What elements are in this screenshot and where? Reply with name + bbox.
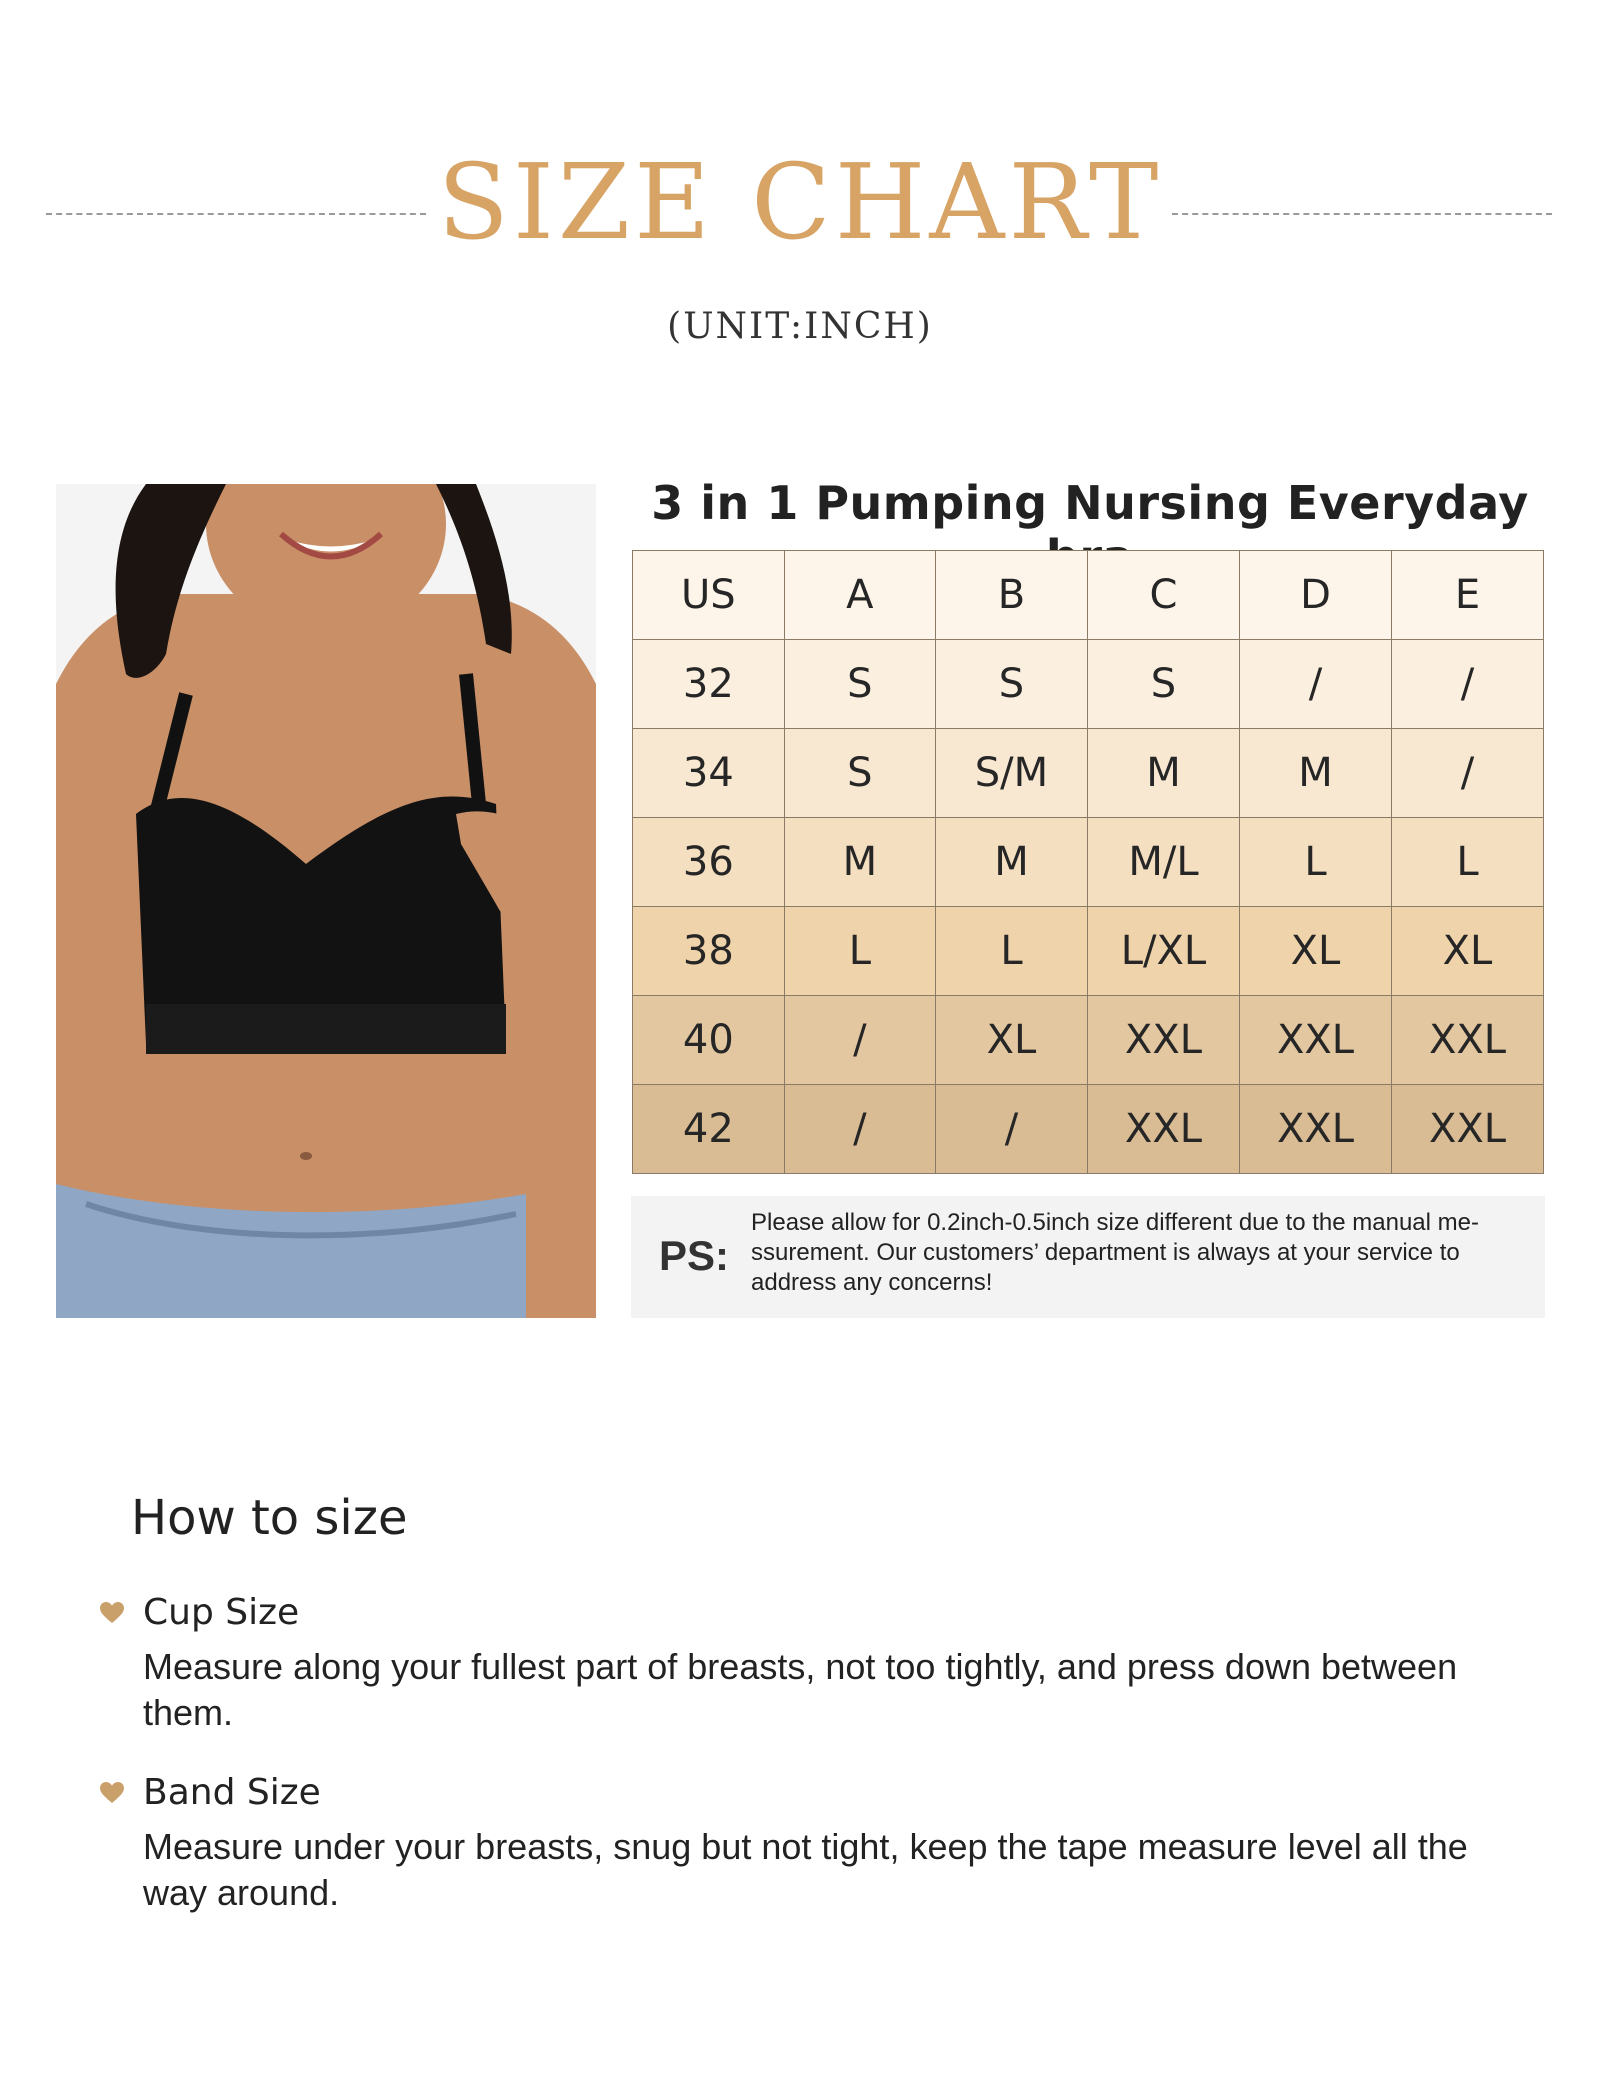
- table-cell: XXL: [1391, 1085, 1543, 1174]
- table-cell: S: [784, 640, 935, 729]
- tip-title: Band Size: [143, 1772, 321, 1813]
- table-cell: XL: [1391, 907, 1543, 996]
- table-cell: 40: [633, 996, 785, 1085]
- table-cell: /: [784, 1085, 935, 1174]
- heart-icon: [100, 1782, 124, 1804]
- table-cell: S: [936, 640, 1088, 729]
- table-cell: /: [784, 996, 935, 1085]
- table-cell: 36: [633, 818, 785, 907]
- table-cell: S: [784, 729, 935, 818]
- table-header-cell: D: [1240, 551, 1392, 640]
- table-header-row: [633, 551, 1544, 640]
- table-cell: M: [936, 818, 1088, 907]
- table-cell: L: [1391, 818, 1543, 907]
- table-row: [633, 907, 1544, 996]
- table-cell: L: [1240, 818, 1392, 907]
- table-cell: 38: [633, 907, 785, 996]
- table-row: [633, 729, 1544, 818]
- table-cell: /: [1391, 729, 1543, 818]
- table-cell: XXL: [1087, 996, 1239, 1085]
- page-title: SIZE CHART: [437, 141, 1163, 263]
- table-cell: XL: [1240, 907, 1392, 996]
- table-cell: L: [784, 907, 935, 996]
- tip-body: Measure under your breasts, snug but not tight, keep the tape measure level all the way around.: [143, 1826, 1468, 1913]
- table-cell: XXL: [1240, 1085, 1392, 1174]
- table-cell: S/M: [936, 729, 1088, 818]
- table-cell: 32: [633, 640, 785, 729]
- table-cell: M: [784, 818, 935, 907]
- heart-icon: [100, 1602, 124, 1624]
- ps-label: PS:: [659, 1232, 730, 1279]
- table-cell: L/XL: [1087, 907, 1239, 996]
- table-cell: M/L: [1087, 818, 1239, 907]
- product-title: 3 in 1 Pumping Nursing Everyday: [651, 476, 1529, 530]
- table-header-cell: B: [936, 551, 1088, 640]
- tip-body: Measure along your fullest part of breasts, not too tightly, and press down between them.: [143, 1646, 1458, 1733]
- table-header-cell: US: [633, 551, 785, 640]
- how-to-size-title: How to size: [131, 1490, 408, 1546]
- table-cell: 34: [633, 729, 785, 818]
- table-cell: XL: [936, 996, 1088, 1085]
- table-cell: /: [1391, 640, 1543, 729]
- table-row: [633, 996, 1544, 1085]
- table-cell: /: [936, 1085, 1088, 1174]
- tip-title: Cup Size: [143, 1592, 300, 1633]
- table-cell: /: [1240, 640, 1392, 729]
- table-row: [633, 818, 1544, 907]
- table-cell: XXL: [1391, 996, 1543, 1085]
- table-cell: L: [936, 907, 1088, 996]
- table-cell: XXL: [1240, 996, 1392, 1085]
- table-cell: S: [1087, 640, 1239, 729]
- ps-note: [631, 1196, 1545, 1318]
- table-cell: M: [1087, 729, 1239, 818]
- table-header-cell: A: [784, 551, 935, 640]
- table-cell: M: [1240, 729, 1392, 818]
- product-photo: [56, 484, 596, 1318]
- table-row: [633, 1085, 1544, 1174]
- table-cell: XXL: [1087, 1085, 1239, 1174]
- size-table: [632, 550, 1544, 1174]
- table-header-cell: E: [1391, 551, 1543, 640]
- table-header-cell: C: [1087, 551, 1239, 640]
- ps-text: Please allow for 0.2inch-0.5inch size different due to the manual me-ssurement. Our customers’ department is always at your service to address any concerns!: [751, 1209, 1479, 1296]
- unit-label: (UNIT:INCH): [667, 306, 933, 347]
- table-cell: 42: [633, 1085, 785, 1174]
- table-row: [633, 640, 1544, 729]
